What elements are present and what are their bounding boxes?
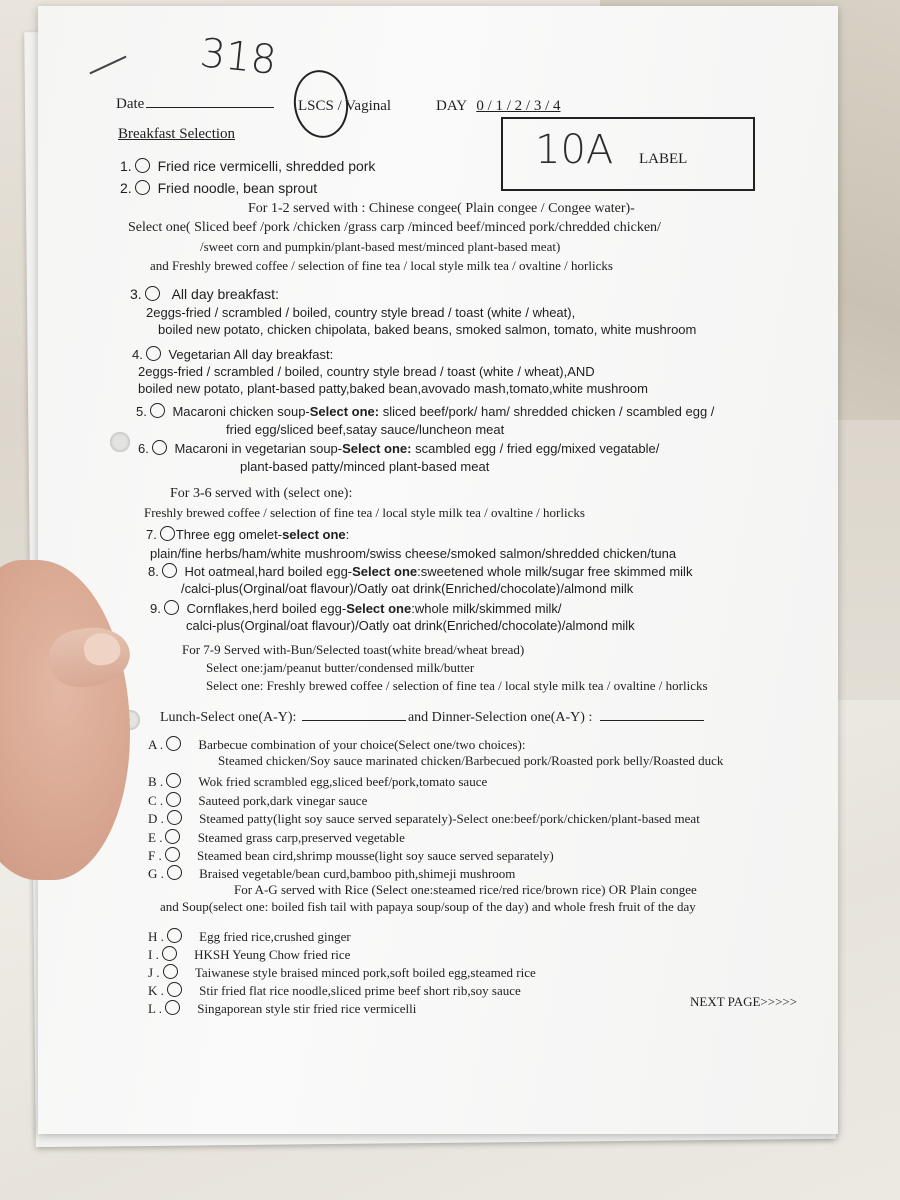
item-number: 5. bbox=[136, 404, 147, 419]
text: Macaroni chicken soup- bbox=[172, 404, 310, 419]
day-options[interactable]: 0 / 1 / 2 / 3 / 4 bbox=[476, 98, 561, 114]
breakfast-item-7[interactable] bbox=[146, 526, 349, 542]
lunch-item-a[interactable] bbox=[148, 736, 525, 753]
item-text: Braised vegetable/bean curd,bamboo pith,shimeji mushroom bbox=[199, 866, 516, 881]
item-text: HKSH Yeung Chow fried rice bbox=[194, 947, 351, 962]
breakfast-title: Breakfast Selection bbox=[118, 126, 236, 142]
item-number: 2. bbox=[120, 180, 132, 196]
lunch-item-j[interactable] bbox=[148, 964, 536, 981]
text: For 1-2 served with bbox=[248, 201, 359, 216]
radio-circle[interactable] bbox=[162, 563, 177, 578]
radio-circle[interactable] bbox=[165, 1000, 180, 1015]
lunch-label: Lunch-Select one(A-Y): bbox=[160, 710, 297, 725]
served-with-a-g-line1: For A-G served with Rice (Select one:steamed rice/red rice/brown rice) OR Plain congee bbox=[234, 882, 697, 897]
item-text: Steamed bean cird,shrimp mousse(light soy sauce served separately) bbox=[196, 848, 554, 863]
lunch-item-g[interactable] bbox=[148, 865, 515, 882]
lunch-item-i[interactable] bbox=[148, 946, 350, 963]
item-number: 1. bbox=[120, 158, 132, 174]
radio-circle[interactable] bbox=[152, 440, 167, 455]
breakfast-item-6[interactable] bbox=[138, 440, 659, 456]
lunch-item-e[interactable] bbox=[148, 829, 405, 846]
item-number: 3. bbox=[130, 286, 142, 302]
served-with-7-9-line2: Select one:jam/peanut butter/condensed milk/butter bbox=[206, 660, 475, 675]
breakfast-item-9[interactable] bbox=[150, 600, 561, 616]
radio-circle[interactable] bbox=[162, 946, 177, 961]
lunch-blank[interactable] bbox=[302, 720, 406, 721]
item-text: Stir fried flat rice noodle,sliced prime beef short rib,soy sauce bbox=[199, 983, 521, 998]
served-with-1-2 bbox=[248, 201, 635, 217]
text: scambled egg / fried egg/mixed vegatable/ bbox=[411, 441, 660, 456]
served-1-2-line3: /sweet corn and pumpkin/plant-based mest/minced plant-based meat) bbox=[200, 239, 561, 254]
lunch-dinner-heading bbox=[160, 710, 704, 726]
radio-circle[interactable] bbox=[167, 810, 182, 825]
item-letter: F . bbox=[148, 848, 162, 863]
served-with-7-9-line3: Select one: Freshly brewed coffee / selection of fine tea / local style milk tea / ovaltine / horlicks bbox=[206, 678, 708, 693]
item-4-line1: 2eggs-fried / scrambled / boiled, country style bread / toast (white / wheat),AND bbox=[138, 364, 595, 379]
delivery-type[interactable] bbox=[298, 98, 391, 115]
item-text: Fried noodle, bean sprout bbox=[157, 180, 318, 196]
served-with-a-g-line2: and Soup(select one: boiled fish tail with papaya soup/soup of the day) and whole fresh fruit of the day bbox=[160, 899, 696, 914]
punch-hole bbox=[110, 432, 130, 452]
item-number: 4. bbox=[132, 347, 143, 362]
next-page-link[interactable]: NEXT PAGE>>>>> bbox=[690, 994, 798, 1009]
lunch-item-l[interactable] bbox=[148, 1000, 416, 1017]
radio-circle[interactable] bbox=[163, 964, 178, 979]
date-label: Date bbox=[116, 96, 145, 112]
radio-circle[interactable] bbox=[166, 792, 181, 807]
lunch-item-c[interactable] bbox=[148, 792, 367, 809]
text: :sweetened whole milk/sugar free skimmed milk bbox=[417, 564, 693, 579]
radio-circle[interactable] bbox=[160, 526, 175, 541]
item-9-line2: calci-plus(Orginal/oat flavour)/Oatly oat drink(Enriched/chocolate)/almond milk bbox=[186, 618, 635, 633]
item-7-line2: plain/fine herbs/ham/white mushroom/swiss cheese/smoked salmon/shredded chicken/tuna bbox=[150, 546, 677, 561]
breakfast-item-4[interactable] bbox=[132, 346, 333, 362]
item-text: Egg fried rice,crushed ginger bbox=[199, 929, 351, 944]
item-text: Fried rice vermicelli, shredded pork bbox=[157, 158, 376, 174]
breakfast-item-1[interactable] bbox=[120, 158, 375, 174]
radio-circle[interactable] bbox=[146, 346, 161, 361]
lunch-item-f[interactable] bbox=[148, 847, 554, 864]
radio-circle[interactable] bbox=[135, 180, 150, 195]
text: : bbox=[345, 527, 350, 542]
label-box bbox=[501, 117, 755, 191]
item-letter: K . bbox=[148, 983, 164, 998]
text: Three egg omelet- bbox=[175, 527, 283, 542]
breakfast-item-8[interactable] bbox=[148, 563, 692, 579]
served-with-3-6-title: For 3-6 served with (select one): bbox=[170, 486, 353, 501]
item-8-line2: /calci-plus(Orginal/oat flavour)/Oatly oat drink(Enriched/chocolate)/almond milk bbox=[181, 581, 634, 596]
item-text: All day breakfast: bbox=[171, 286, 279, 302]
lunch-item-d[interactable] bbox=[148, 810, 700, 827]
item-letter: A . bbox=[148, 737, 164, 752]
select-one-bold: Select one bbox=[352, 564, 418, 579]
item-letter: E . bbox=[148, 830, 163, 845]
item-4-line2: boiled new potato, plant-based patty,baked bean,avovado mash,tomato,white mushroom bbox=[138, 381, 648, 396]
separator: / bbox=[337, 98, 342, 114]
item-letter: I . bbox=[148, 947, 159, 962]
vaginal-option[interactable]: Vaginal bbox=[345, 98, 392, 114]
item-text: Barbecue combination of your choice(Select one/two choices): bbox=[198, 737, 526, 752]
item-text: Taiwanese style braised minced pork,soft boiled egg,steamed rice bbox=[194, 965, 536, 980]
text: Macaroni in vegetarian soup- bbox=[174, 441, 343, 456]
date-blank[interactable] bbox=[146, 107, 274, 108]
breakfast-item-2[interactable] bbox=[120, 180, 317, 196]
radio-circle[interactable] bbox=[167, 982, 182, 997]
text: :whole milk/skimmed milk/ bbox=[411, 601, 562, 616]
served-with-3-6-text: Freshly brewed coffee / selection of fine tea / local style milk tea / ovaltine / horlicks bbox=[144, 505, 585, 520]
select-one-bold: Select one: bbox=[342, 441, 412, 456]
item-number: 6. bbox=[138, 441, 149, 456]
lunch-item-a-line2: Steamed chicken/Soy sauce marinated chicken/Barbecued pork/Roasted pork belly/Roasted duck bbox=[218, 753, 724, 768]
item-text: Singaporean style stir fried rice vermicelli bbox=[197, 1001, 417, 1016]
breakfast-item-3[interactable] bbox=[130, 286, 279, 302]
lscs-option[interactable]: LSCS bbox=[298, 98, 334, 114]
label-text: LABEL bbox=[639, 151, 688, 167]
menu-form-sheet bbox=[38, 6, 838, 1134]
radio-circle[interactable] bbox=[166, 773, 181, 788]
item-letter: L . bbox=[148, 1001, 162, 1016]
select-one-bold: Select one: bbox=[309, 404, 380, 419]
text: : Chinese congee( Plain congee / Congee water)- bbox=[361, 201, 635, 216]
lunch-item-h[interactable] bbox=[148, 928, 351, 945]
date-field[interactable] bbox=[116, 96, 274, 113]
served-1-2-line2: Select one( Sliced beef /pork /chicken /grass carp /minced beef/minced pork/chredded chicken/ bbox=[128, 220, 661, 235]
item-letter: C . bbox=[148, 793, 164, 808]
lunch-item-b[interactable] bbox=[148, 773, 487, 790]
radio-circle[interactable] bbox=[150, 403, 165, 418]
pen-mark bbox=[89, 56, 126, 75]
radio-circle[interactable] bbox=[135, 158, 150, 173]
item-3-line1: 2eggs-fried / scrambled / boiled, country style bread / toast (white / wheat), bbox=[146, 305, 576, 320]
radio-circle[interactable] bbox=[167, 865, 182, 880]
day-field[interactable] bbox=[436, 98, 561, 115]
day-label: DAY bbox=[436, 98, 467, 114]
item-text: Sauteed pork,dark vinegar sauce bbox=[198, 793, 368, 808]
handwritten-number: 318 bbox=[197, 30, 279, 84]
item-letter: G . bbox=[148, 866, 164, 881]
radio-circle[interactable] bbox=[167, 928, 182, 943]
item-letter: D . bbox=[148, 811, 164, 826]
item-text: Vegetarian All day breakfast: bbox=[168, 347, 334, 362]
item-3-line2: boiled new potato, chicken chipolata, baked beans, smoked salmon, tomato, white mushroom bbox=[158, 322, 697, 337]
item-letter: H . bbox=[148, 929, 164, 944]
item-number: 7. bbox=[146, 527, 157, 542]
text: sliced beef/pork/ ham/ shredded chicken / scambled egg / bbox=[379, 404, 715, 419]
lunch-item-k[interactable] bbox=[148, 982, 521, 999]
item-number: 8. bbox=[148, 564, 159, 579]
radio-circle[interactable] bbox=[165, 847, 180, 862]
select-one-bold: select one bbox=[282, 527, 346, 542]
item-text: Wok fried scrambled egg,sliced beef/pork,tomato sauce bbox=[198, 774, 488, 789]
breakfast-item-5[interactable] bbox=[136, 403, 714, 419]
item-letter: B . bbox=[148, 774, 164, 789]
item-6-line2: plant-based patty/minced plant-based meat bbox=[240, 459, 490, 474]
handwritten-label-code: 10A bbox=[535, 127, 614, 173]
radio-circle[interactable] bbox=[166, 736, 181, 751]
select-one-bold: Select one bbox=[346, 601, 412, 616]
item-text: Steamed patty(light soy sauce served separately)-Select one:beef/pork/chicken/plant-based meat bbox=[199, 811, 700, 826]
served-with-7-9-line1: For 7-9 Served with-Bun/Selected toast(white bread/wheat bread) bbox=[182, 642, 525, 657]
item-text: Steamed grass carp,preserved vegetable bbox=[197, 830, 405, 845]
dinner-label: and Dinner-Selection one(A-Y) : bbox=[407, 710, 593, 725]
item-letter: J . bbox=[148, 965, 160, 980]
text: Hot oatmeal,hard boiled egg- bbox=[184, 564, 353, 579]
served-1-2-line4: and Freshly brewed coffee / selection of fine tea / local style milk tea / ovaltine / horlicks bbox=[150, 258, 613, 273]
item-number: 9. bbox=[150, 601, 161, 616]
radio-circle[interactable] bbox=[145, 286, 160, 301]
dinner-blank[interactable] bbox=[600, 720, 704, 721]
item-5-line2: fried egg/sliced beef,satay sauce/luncheon meat bbox=[226, 422, 505, 437]
radio-circle[interactable] bbox=[164, 600, 179, 615]
text: Cornflakes,herd boiled egg- bbox=[186, 601, 347, 616]
radio-circle[interactable] bbox=[165, 829, 180, 844]
